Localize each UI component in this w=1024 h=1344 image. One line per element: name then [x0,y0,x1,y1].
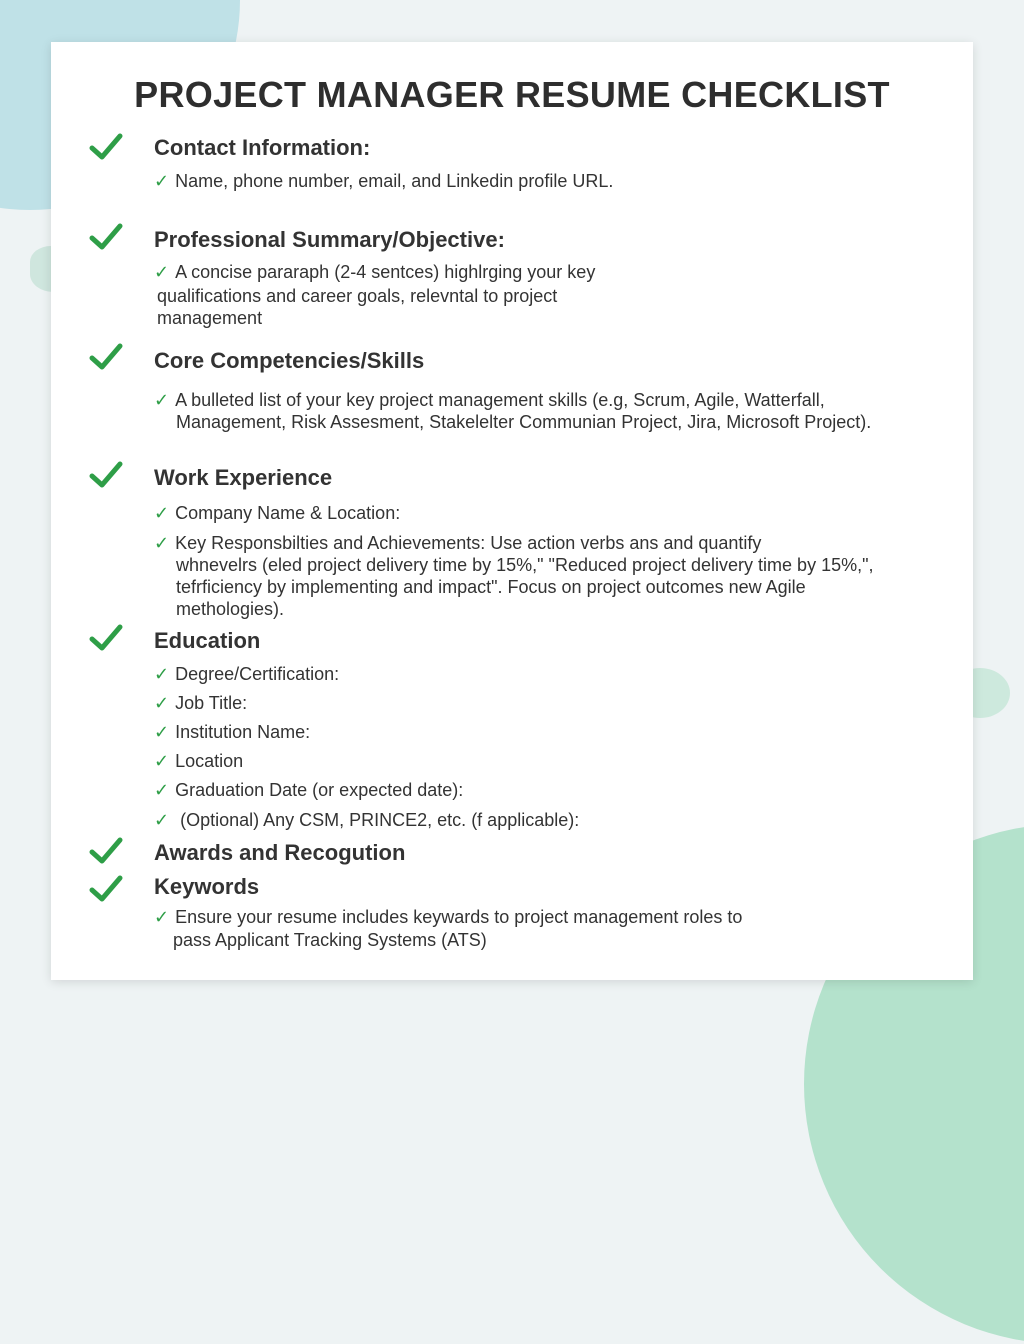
check-icon [89,342,123,372]
list-item-continuation: methologies). [176,599,285,619]
check-icon: ✓ [154,722,170,742]
list-item-continuation: management [157,308,263,328]
checklist-card [51,42,973,980]
list-item: ✓ Location [154,751,244,771]
list-item-continuation: qualifications and career goals, relevntal to project [157,286,558,306]
list-item: ✓ Ensure your resume includes keywards to project management roles to [154,907,743,927]
check-icon [89,460,123,490]
check-icon: ✓ [154,780,170,800]
section-heading-skills: Core Competencies/Skills [154,348,425,373]
check-icon [89,874,123,904]
check-icon: ✓ [154,907,170,927]
list-item: ✓ Key Responsbilties and Achievements: Use action verbs ans and quantify [154,533,762,553]
list-item: ✓ A concise pararaph (2-4 sentces) highlrging your key [154,262,596,282]
list-item: ✓ Degree/Certification: [154,664,340,684]
check-icon: ✓ [154,390,170,410]
check-icon: ✓ [154,751,170,771]
section-heading-keywords: Keywords [154,874,260,899]
check-icon: ✓ [154,262,170,282]
list-item-continuation: tefrficiency by implementing and impact". Focus on project outcomes new Agile [176,577,806,597]
check-icon [89,623,123,653]
list-item: ✓ Company Name & Location: [154,503,401,523]
page-title: PROJECT MANAGER RESUME CHECKLIST [134,74,890,115]
check-icon [89,836,123,866]
section-heading-contact: Contact Information: [154,135,371,160]
check-icon: ✓ [154,664,170,684]
list-item: ✓ Graduation Date (or expected date): [154,780,464,800]
section-heading-summary: Professional Summary/Objective: [154,227,505,252]
list-item: ✓ (Optional) Any CSM, PRINCE2, etc. (f applicable): [154,810,580,830]
check-icon: ✓ [154,810,170,830]
list-item: ✓ A bulleted list of your key project management skills (e.g, Scrum, Agile, Watterfall, [154,390,825,410]
list-item: ✓ Job Title: [154,693,248,713]
list-item: ✓ Institution Name: [154,722,311,742]
section-heading-work: Work Experience [154,465,333,490]
list-item-continuation: whnevelrs (eled project delivery time by 15%," "Reduced project delivery time by 15%,", [176,555,874,575]
check-icon [89,222,123,252]
check-icon: ✓ [154,533,170,553]
check-icon: ✓ [154,171,170,191]
check-icon [89,132,123,162]
list-item-continuation: pass Applicant Tracking Systems (ATS) [173,930,487,950]
check-icon: ✓ [154,503,170,523]
list-item: ✓ Name, phone number, email, and Linkedin profile URL. [154,171,614,191]
section-heading-education: Education [154,628,261,653]
list-item-continuation: Management, Risk Assesment, Stakelelter Communian Project, Jira, Microsoft Project). [176,412,872,432]
check-icon: ✓ [154,693,170,713]
section-heading-awards: Awards and Recogution [154,840,406,865]
